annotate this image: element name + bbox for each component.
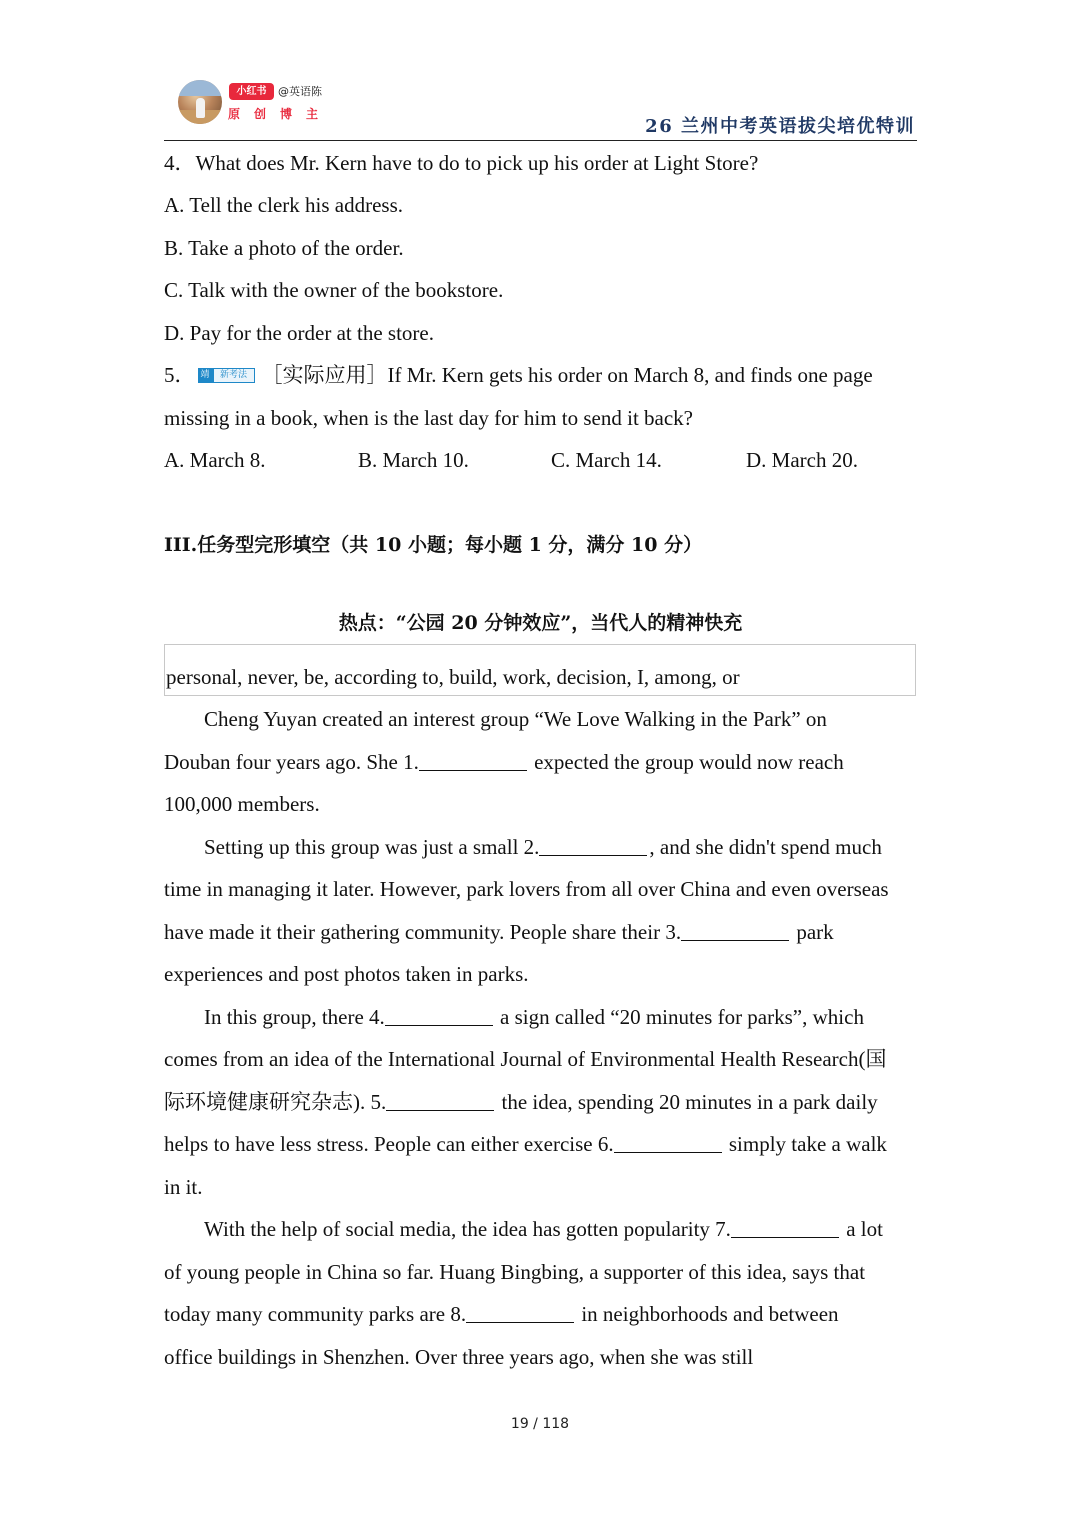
question-4-stem: 4．What does Mr. Kern have to do to pick up his order at Light Store?	[164, 151, 759, 175]
passage-line: of young people in China so far. Huang Bingbing, a supporter of this idea, says that	[164, 1260, 866, 1284]
question-5-option-d: D. March 20.	[746, 448, 858, 472]
passage-line: helps to have less stress. People can either exercise 6. simply take a walk	[164, 1132, 887, 1156]
brand-subtitle: 原创博主	[228, 107, 333, 121]
question-4-option-d: D. Pay for the order at the store.	[164, 321, 434, 345]
passage-line: have made it their gathering community. People share their 3. park	[164, 920, 834, 944]
question-5-option-b: B. March 10.	[358, 448, 469, 472]
passage-line: comes from an idea of the International Journal of Environmental Health Research(国	[164, 1047, 887, 1071]
document-title: 26 兰州中考英语拔尖培优特训	[645, 116, 915, 137]
page-header	[164, 78, 917, 141]
question-5-option-c: C. March 14.	[551, 448, 662, 472]
passage-line: 际环境健康研究杂志). 5. the idea, spending 20 minutes in a park daily	[164, 1090, 878, 1114]
question-4-option-c: C. Talk with the owner of the bookstore.	[164, 278, 504, 302]
question-5-options	[164, 447, 917, 473]
passage-line: in it.	[164, 1175, 203, 1199]
tag-icon: 靖	[198, 368, 213, 383]
question-5-stem-cont: missing in a book, when is the last day for him to send it back?	[164, 406, 693, 430]
passage-title: 热点：“公园 20 分钟效应”，当代人的精神快充	[338, 612, 743, 634]
blank-8[interactable]	[466, 1304, 574, 1323]
word-bank-box	[164, 644, 916, 696]
passage-line: experiences and post photos taken in parks.	[164, 962, 529, 986]
passage-line: Douban four years ago. She 1. expected the group would now reach	[164, 750, 844, 774]
passage-line: In this group, there 4. a sign called “20 minutes for parks”, which	[204, 1005, 864, 1029]
passage-line: Cheng Yuyan created an interest group “We Love Walking in the Park” on	[204, 707, 827, 731]
blank-7[interactable]	[731, 1219, 839, 1238]
question-4-option-b: B. Take a photo of the order.	[164, 236, 404, 260]
brand-badge: 小红书	[229, 83, 274, 100]
blank-4[interactable]	[385, 1007, 493, 1026]
question-5-option-a: A. March 8.	[164, 448, 266, 472]
blank-2[interactable]	[539, 837, 647, 856]
passage-line: office buildings in Shenzhen. Over three years ago, when she was still	[164, 1345, 754, 1369]
passage-line: 100,000 members.	[164, 792, 320, 816]
section-heading: III.任务型完形填空（共 10 小题；每小题 1 分，满分 10 分）	[164, 534, 703, 556]
passage-line: time in managing it later. However, park lovers from all over China and even overseas	[164, 877, 889, 901]
word-bank: personal, never, be, according to, build, work, decision, I, among, or	[166, 665, 740, 689]
blank-3[interactable]	[681, 922, 789, 941]
passage-line: today many community parks are 8. in neighborhoods and between	[164, 1302, 839, 1326]
question-4-option-a: A. Tell the clerk his address.	[164, 193, 403, 217]
blank-5[interactable]	[386, 1092, 494, 1111]
question-5-number: 5．	[164, 363, 196, 387]
passage-line: Setting up this group was just a small 2. , and she didn't spend much	[204, 835, 882, 859]
blank-1[interactable]	[419, 752, 527, 771]
passage-line: With the help of social media, the idea has gotten popularity 7. a lot	[204, 1217, 883, 1241]
blank-6[interactable]	[614, 1134, 722, 1153]
page-number: 19 / 118	[510, 1416, 570, 1432]
author-avatar	[178, 80, 222, 124]
author-handle: @英语陈	[278, 85, 322, 98]
tag-label: 新考法	[213, 368, 255, 383]
question-5-stem: 5． 靖 新考法 ［实际应用］If Mr. Kern gets his order on March 8, and finds one page	[164, 363, 873, 387]
new-format-tag	[198, 368, 258, 383]
